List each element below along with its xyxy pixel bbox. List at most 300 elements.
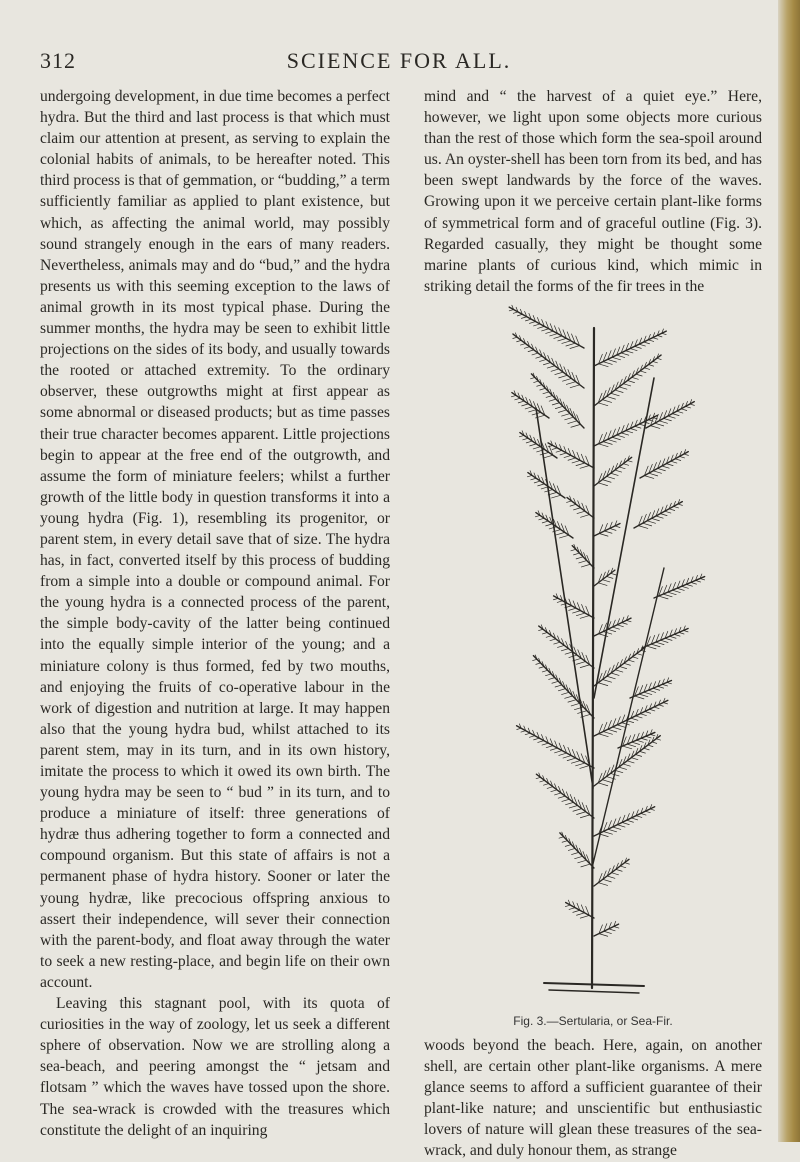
stroke (534, 381, 539, 382)
stroke (686, 584, 692, 586)
stroke (658, 468, 666, 470)
stroke (599, 444, 609, 447)
stroke (580, 665, 590, 668)
stroke (511, 395, 516, 396)
stroke (527, 475, 532, 476)
stroke (659, 705, 664, 706)
stroke (656, 739, 660, 740)
stroke (660, 640, 668, 642)
stroke (671, 461, 677, 463)
stroke (691, 582, 697, 584)
stroke (543, 363, 550, 365)
stroke (666, 464, 673, 466)
stroke (663, 594, 672, 597)
stroke (598, 483, 607, 486)
stroke (623, 746, 632, 749)
stroke (524, 347, 529, 349)
stroke (628, 381, 635, 383)
stroke (607, 876, 615, 878)
stroke (608, 359, 617, 362)
stroke (539, 518, 544, 520)
stroke (517, 726, 594, 768)
stroke (640, 751, 646, 753)
stroke (534, 738, 540, 740)
stroke (603, 632, 612, 635)
stroke (616, 869, 622, 871)
stroke (650, 809, 654, 810)
stroke (603, 680, 612, 683)
stroke (559, 753, 567, 755)
stroke (615, 770, 623, 772)
stroke (641, 738, 647, 740)
stroke (662, 466, 669, 468)
stroke (557, 601, 562, 603)
stroke (631, 758, 638, 760)
stroke (542, 521, 548, 523)
stroke (560, 833, 594, 868)
stroke (517, 314, 522, 316)
stroke (682, 586, 689, 588)
stroke (540, 359, 547, 361)
stroke (515, 398, 520, 400)
stroke (641, 813, 646, 815)
stroke (610, 528, 616, 530)
stroke (552, 448, 557, 450)
stroke (554, 336, 562, 338)
stroke (549, 678, 555, 680)
stroke (558, 410, 566, 412)
stroke (658, 686, 664, 688)
stroke (548, 445, 553, 446)
stroke (538, 741, 544, 743)
stroke (546, 396, 552, 398)
stroke (675, 459, 681, 461)
stroke (604, 931, 612, 933)
stroke (652, 518, 660, 520)
paragraph: woods beyond the beach. Here, again, on another shell, are certain other plant-like organisms. A mere glance seems to afford a sufficient guarantee of their plant-like nature; and unscientific but enthusiastic lovers of nature will glean these treasures of the sea-wrack, and duly honour them, as strange (424, 1037, 762, 1160)
stroke (518, 401, 524, 403)
stroke (599, 533, 608, 536)
stroke (626, 620, 631, 621)
stroke (542, 632, 547, 633)
stroke (544, 455, 553, 458)
stroke (554, 596, 594, 618)
stroke (509, 307, 584, 348)
stroke (665, 638, 672, 640)
stroke (563, 756, 571, 758)
stroke (555, 793, 562, 795)
stroke (512, 393, 549, 418)
stroke (577, 511, 585, 513)
stroke (611, 673, 619, 675)
stroke (550, 748, 557, 750)
stroke (580, 815, 590, 818)
stroke (513, 337, 517, 338)
stroke (603, 442, 612, 445)
stroke (644, 748, 650, 750)
stroke (563, 378, 572, 381)
stroke (543, 392, 549, 394)
stroke (619, 387, 627, 389)
stroke (555, 406, 563, 408)
stroke (650, 734, 655, 735)
stroke (613, 827, 621, 829)
stroke (663, 703, 667, 704)
stroke (550, 639, 556, 641)
stroke (674, 634, 680, 636)
stroke (592, 328, 594, 988)
stroke (631, 818, 637, 820)
stroke (621, 353, 629, 355)
stroke (562, 341, 571, 344)
stroke (545, 674, 551, 676)
stroke (562, 841, 567, 843)
stroke (603, 879, 612, 882)
stroke (611, 473, 618, 475)
stroke (546, 746, 553, 748)
stroke (568, 700, 576, 702)
stroke (543, 784, 548, 786)
stroke (551, 790, 557, 792)
stroke (679, 456, 684, 458)
stroke (668, 416, 675, 418)
stroke (580, 616, 589, 619)
stroke (547, 787, 553, 789)
stroke (538, 326, 545, 328)
page-edge (778, 0, 800, 1142)
stroke (665, 511, 671, 513)
stroke (634, 502, 682, 528)
stroke (558, 796, 565, 798)
stroke (570, 504, 576, 506)
sea-fir-drawing (424, 268, 762, 1013)
stroke (572, 460, 580, 462)
stroke (571, 852, 578, 854)
stroke (525, 733, 530, 735)
stroke (542, 329, 549, 331)
stroke (564, 455, 571, 457)
stroke (525, 319, 531, 321)
stroke (562, 414, 570, 417)
stroke (612, 627, 619, 629)
stroke (571, 549, 576, 551)
stroke (639, 344, 645, 346)
stroke (655, 423, 664, 426)
stroke (646, 402, 694, 428)
stroke (534, 324, 540, 326)
stroke (533, 447, 540, 449)
stroke (651, 644, 660, 647)
stroke (609, 929, 615, 931)
stroke (627, 461, 632, 462)
stroke (603, 732, 612, 735)
stroke (622, 822, 629, 824)
stroke (598, 683, 608, 686)
stroke (546, 636, 551, 638)
stroke (650, 426, 659, 429)
stroke (649, 709, 655, 711)
stroke (536, 777, 540, 778)
stroke (648, 745, 653, 747)
stroke (623, 464, 628, 466)
paragraph: Leaving this stagnant pool, with its quota of curiosities in the way of zoology, let us seek a different sphere of observation. Now we are strolling along a sea-beach, and peering amongst the “ jetsam and flotsam ” which the waves have tossed upon the shore. The sea-wrack is crowded with the treasures which constitute the delight of an inquiring (40, 995, 390, 1139)
stroke (562, 692, 570, 694)
figure-caption: Fig. 3.—Sertularia, or Sea-Fir. (513, 1014, 673, 1028)
stroke (670, 636, 676, 638)
stroke (648, 365, 653, 367)
stroke (566, 382, 575, 385)
stroke (571, 703, 580, 706)
sertularia-illustration (424, 268, 762, 1013)
stroke (561, 649, 568, 651)
right-column-bottom (424, 1035, 762, 1162)
stroke (555, 685, 562, 687)
stroke (700, 579, 705, 580)
stroke (626, 431, 633, 433)
stroke (554, 642, 560, 644)
stroke (612, 357, 621, 360)
stroke (611, 393, 620, 396)
stroke (533, 656, 594, 718)
stroke (513, 312, 518, 313)
stroke (628, 660, 634, 662)
stroke (669, 509, 675, 511)
stroke (638, 526, 647, 529)
stroke (576, 763, 585, 766)
stroke (571, 424, 581, 427)
stroke (635, 426, 641, 428)
stroke (529, 736, 534, 738)
stroke (604, 531, 612, 533)
stroke (620, 667, 627, 669)
stroke (645, 811, 650, 812)
stroke (636, 374, 642, 376)
stroke (635, 755, 641, 757)
stroke (536, 408, 593, 788)
stroke (517, 728, 521, 729)
stroke (547, 366, 555, 368)
stroke (603, 362, 612, 365)
stroke (664, 418, 672, 420)
stroke (549, 399, 556, 401)
stroke (640, 452, 688, 478)
stroke (639, 424, 645, 426)
page-number: 312 (40, 48, 76, 73)
stroke (673, 506, 678, 508)
stroke (528, 350, 534, 352)
stroke (534, 481, 540, 483)
stroke (617, 355, 625, 357)
stroke (550, 334, 558, 336)
stroke (599, 934, 608, 937)
stroke (519, 435, 524, 436)
stroke (560, 535, 569, 538)
stroke (602, 580, 610, 582)
stroke (644, 368, 650, 370)
stroke (608, 829, 617, 832)
stroke (656, 516, 663, 518)
stroke (569, 608, 576, 610)
stroke (569, 908, 575, 910)
stroke (574, 508, 581, 510)
stroke (627, 820, 634, 822)
stroke (538, 484, 545, 486)
stroke (529, 322, 535, 324)
stroke (576, 662, 585, 665)
stroke (536, 356, 542, 358)
stroke (598, 883, 607, 886)
stroke (640, 714, 646, 716)
stroke (684, 454, 689, 455)
stroke (581, 564, 590, 567)
stroke (509, 310, 513, 311)
stroke (542, 743, 548, 745)
stroke (522, 404, 529, 406)
left-column (40, 86, 390, 1141)
stroke (644, 342, 650, 344)
stroke (615, 526, 620, 528)
stroke (526, 441, 532, 443)
stroke (656, 642, 664, 644)
stroke (662, 684, 667, 686)
stroke (517, 340, 522, 341)
stroke (552, 403, 559, 405)
stroke (637, 654, 642, 656)
stroke (575, 856, 583, 858)
stroke (659, 421, 667, 424)
stroke (558, 689, 565, 691)
stroke (570, 385, 580, 388)
stroke (652, 742, 657, 743)
stroke (568, 421, 577, 424)
stroke (565, 652, 573, 654)
right-column-top (424, 86, 762, 297)
stroke (602, 780, 611, 783)
stroke (679, 632, 684, 634)
stroke (657, 335, 662, 336)
stroke (573, 809, 582, 812)
stroke (640, 371, 646, 373)
stroke (619, 467, 625, 469)
stroke (617, 825, 625, 827)
stroke (521, 317, 526, 319)
stroke (573, 611, 581, 613)
running-head: SCIENCE FOR ALL. (286, 48, 512, 73)
stroke (603, 831, 612, 834)
stroke (636, 740, 643, 742)
stroke (525, 407, 532, 409)
stroke (580, 766, 590, 769)
stroke (539, 667, 544, 669)
stroke (576, 613, 585, 616)
stroke (653, 688, 660, 690)
stroke (530, 444, 537, 446)
stroke (643, 523, 652, 526)
stroke (607, 576, 613, 578)
stroke (662, 333, 666, 334)
stroke (581, 864, 590, 867)
stroke (668, 592, 676, 595)
stroke (536, 663, 541, 664)
stroke (607, 676, 616, 679)
stroke (602, 400, 611, 403)
stroke (647, 646, 656, 649)
stroke (565, 845, 571, 847)
stroke (690, 404, 695, 405)
stroke (632, 657, 638, 659)
stroke (622, 623, 628, 625)
stroke (558, 645, 565, 647)
stroke (653, 471, 661, 474)
stroke (623, 764, 630, 766)
stroke (659, 596, 668, 599)
stroke (533, 659, 537, 660)
stroke (555, 751, 563, 753)
stroke (576, 557, 583, 559)
stroke (598, 783, 608, 786)
stroke (523, 438, 528, 440)
paragraph: mind and “ the harvest of a quiet eye.” Here, however, we light upon some objects more curious than the rest of those which form the sea-spoil around us. An oyster-shell has been torn from its bed, and has been swept landwards by the force of the waves. Growing upon it we perceive certain plant-like forms of symmetrical form and of graceful outline (Fig. 3). Regarded casually, they might be thought some marine plants of curious kind, which mimic in striking detail the forms of the fir trees in the (424, 88, 762, 295)
stroke (553, 598, 558, 599)
stroke (573, 910, 580, 912)
stroke (646, 736, 652, 738)
stroke (551, 369, 559, 371)
stroke (559, 375, 568, 378)
stroke (552, 681, 558, 683)
stroke (619, 767, 627, 769)
stroke (540, 452, 549, 455)
stroke (568, 848, 575, 850)
stroke (565, 696, 573, 698)
stroke (598, 403, 608, 406)
stroke (653, 338, 658, 340)
stroke (542, 670, 547, 672)
stroke (565, 417, 574, 420)
stroke (577, 913, 585, 915)
stroke (672, 590, 680, 592)
stroke (654, 707, 659, 709)
stroke (566, 343, 575, 346)
stroke (639, 694, 648, 697)
stroke (566, 802, 574, 804)
stroke (608, 629, 616, 631)
stroke (520, 344, 525, 346)
stroke (630, 349, 637, 351)
stroke (599, 734, 609, 737)
stroke (581, 515, 590, 518)
stroke (599, 364, 609, 367)
stroke (569, 805, 577, 807)
stroke (644, 692, 652, 694)
stroke (521, 731, 526, 732)
stroke (695, 580, 700, 582)
stroke (644, 476, 653, 479)
stroke (540, 388, 546, 390)
stroke (598, 583, 607, 586)
stroke (579, 561, 587, 563)
stroke (635, 696, 644, 699)
stroke (573, 553, 579, 555)
stroke (657, 358, 661, 359)
stroke (535, 515, 540, 516)
stroke (565, 905, 570, 907)
stroke (602, 480, 611, 483)
stroke (546, 331, 554, 333)
stroke (617, 725, 625, 727)
stroke (608, 729, 617, 732)
stroke (625, 863, 630, 864)
stroke (617, 435, 625, 437)
